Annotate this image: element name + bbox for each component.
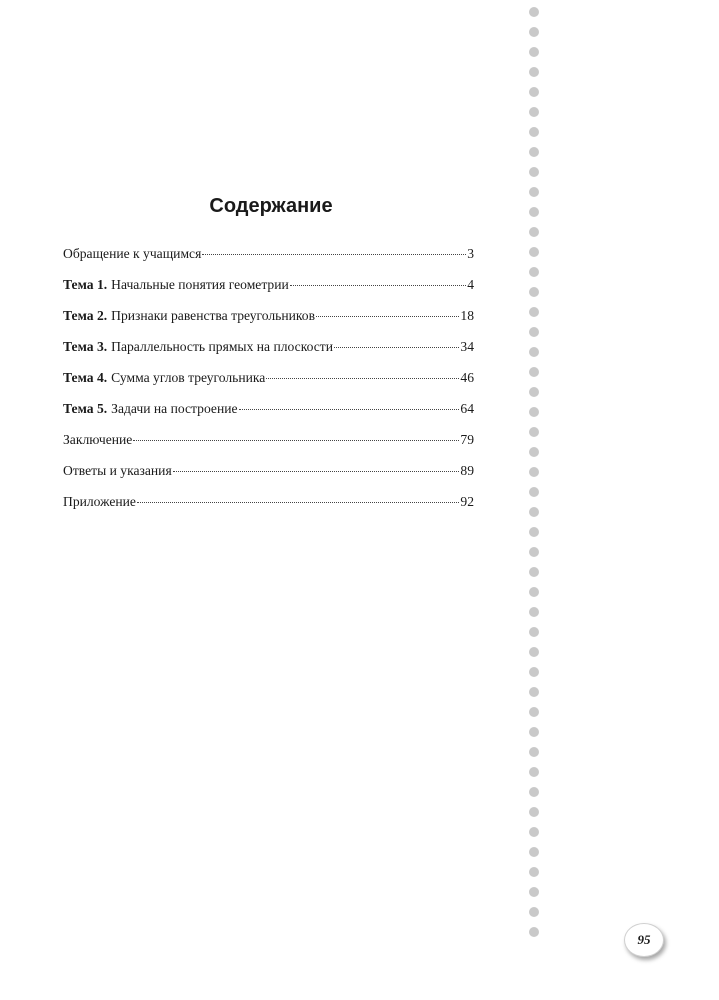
toc-entry-title: Ответы и указания bbox=[63, 463, 172, 478]
page-title: Содержание bbox=[209, 195, 333, 217]
binder-hole bbox=[529, 387, 539, 397]
binder-hole bbox=[529, 447, 539, 457]
dot-leader bbox=[290, 284, 466, 286]
dot-leader bbox=[133, 439, 459, 441]
binder-hole bbox=[529, 787, 539, 797]
dot-leader bbox=[202, 253, 466, 255]
toc-entry[interactable] bbox=[63, 461, 474, 492]
binder-hole bbox=[529, 647, 539, 657]
binder-hole bbox=[529, 607, 539, 617]
toc-entry[interactable] bbox=[63, 368, 474, 399]
toc-page-number: 46 bbox=[460, 370, 474, 385]
toc-topic-label: Тема 2. bbox=[63, 308, 108, 323]
page-number-badge: 95 bbox=[624, 923, 664, 957]
toc-page-number: 79 bbox=[460, 432, 474, 447]
binder-hole bbox=[529, 707, 539, 717]
binder-hole bbox=[529, 167, 539, 177]
toc-topic-label: Тема 4. bbox=[63, 370, 108, 385]
binder-hole bbox=[529, 107, 539, 117]
binder-hole bbox=[529, 227, 539, 237]
binder-hole bbox=[529, 887, 539, 897]
toc-entry-title: Задачи на построение bbox=[111, 401, 238, 416]
binder-hole bbox=[529, 207, 539, 217]
toc-entry-title: Параллельность прямых на плоскости bbox=[111, 339, 333, 354]
binder-hole bbox=[529, 187, 539, 197]
dot-leader bbox=[334, 346, 459, 348]
toc-entry-title: Приложение bbox=[63, 494, 136, 509]
toc-entry-title: Начальные понятия геометрии bbox=[111, 277, 289, 292]
binder-hole bbox=[529, 327, 539, 337]
binder-hole bbox=[529, 87, 539, 97]
binder-hole bbox=[529, 147, 539, 157]
dot-leader bbox=[137, 501, 459, 503]
toc-entry[interactable] bbox=[63, 399, 474, 430]
toc-page-number: 64 bbox=[460, 401, 474, 416]
binder-hole bbox=[529, 267, 539, 277]
toc-page-number: 4 bbox=[467, 277, 474, 292]
binder-hole bbox=[529, 27, 539, 37]
binder-hole bbox=[529, 287, 539, 297]
dot-leader bbox=[239, 408, 460, 410]
dot-leader bbox=[173, 470, 460, 472]
binder-hole bbox=[529, 67, 539, 77]
toc-topic-label: Тема 5. bbox=[63, 401, 108, 416]
binder-hole bbox=[529, 547, 539, 557]
binder-hole bbox=[529, 807, 539, 817]
binder-hole bbox=[529, 307, 539, 317]
binder-hole bbox=[529, 487, 539, 497]
binder-hole bbox=[529, 907, 539, 917]
toc-page-number: 3 bbox=[467, 246, 474, 261]
binder-hole bbox=[529, 127, 539, 137]
binder-hole bbox=[529, 927, 539, 937]
table-of-contents bbox=[63, 244, 474, 523]
binder-hole bbox=[529, 467, 539, 477]
toc-entry[interactable] bbox=[63, 244, 474, 275]
binder-hole bbox=[529, 7, 539, 17]
toc-topic-label: Тема 1. bbox=[63, 277, 108, 292]
binder-holes bbox=[529, 7, 540, 947]
toc-entry[interactable] bbox=[63, 492, 474, 523]
binder-hole bbox=[529, 727, 539, 737]
binder-hole bbox=[529, 587, 539, 597]
binder-hole bbox=[529, 827, 539, 837]
toc-page-number: 34 bbox=[460, 339, 474, 354]
toc-topic-label: Тема 3. bbox=[63, 339, 108, 354]
toc-entry-title: Заключение bbox=[63, 432, 133, 447]
binder-hole bbox=[529, 747, 539, 757]
toc-page-number: 92 bbox=[460, 494, 474, 509]
binder-hole bbox=[529, 567, 539, 577]
toc-entry-title: Обращение к учащимся bbox=[63, 246, 202, 261]
dot-leader bbox=[316, 315, 459, 317]
binder-hole bbox=[529, 527, 539, 537]
binder-hole bbox=[529, 507, 539, 517]
binder-hole bbox=[529, 687, 539, 697]
toc-entry[interactable] bbox=[63, 337, 474, 368]
toc-entry[interactable] bbox=[63, 430, 474, 461]
toc-entry-title: Сумма углов треугольника bbox=[111, 370, 266, 385]
binder-hole bbox=[529, 627, 539, 637]
binder-hole bbox=[529, 347, 539, 357]
binder-hole bbox=[529, 847, 539, 857]
binder-hole bbox=[529, 427, 539, 437]
binder-hole bbox=[529, 867, 539, 877]
dot-leader bbox=[266, 377, 459, 379]
binder-hole bbox=[529, 47, 539, 57]
toc-entry[interactable] bbox=[63, 306, 474, 337]
toc-entry-title: Признаки равенства треугольников bbox=[111, 308, 316, 323]
toc-entry[interactable] bbox=[63, 275, 474, 306]
toc-page-number: 89 bbox=[460, 463, 474, 478]
binder-hole bbox=[529, 367, 539, 377]
toc-page-number: 18 bbox=[460, 308, 474, 323]
binder-hole bbox=[529, 247, 539, 257]
binder-hole bbox=[529, 407, 539, 417]
binder-hole bbox=[529, 767, 539, 777]
binder-hole bbox=[529, 667, 539, 677]
